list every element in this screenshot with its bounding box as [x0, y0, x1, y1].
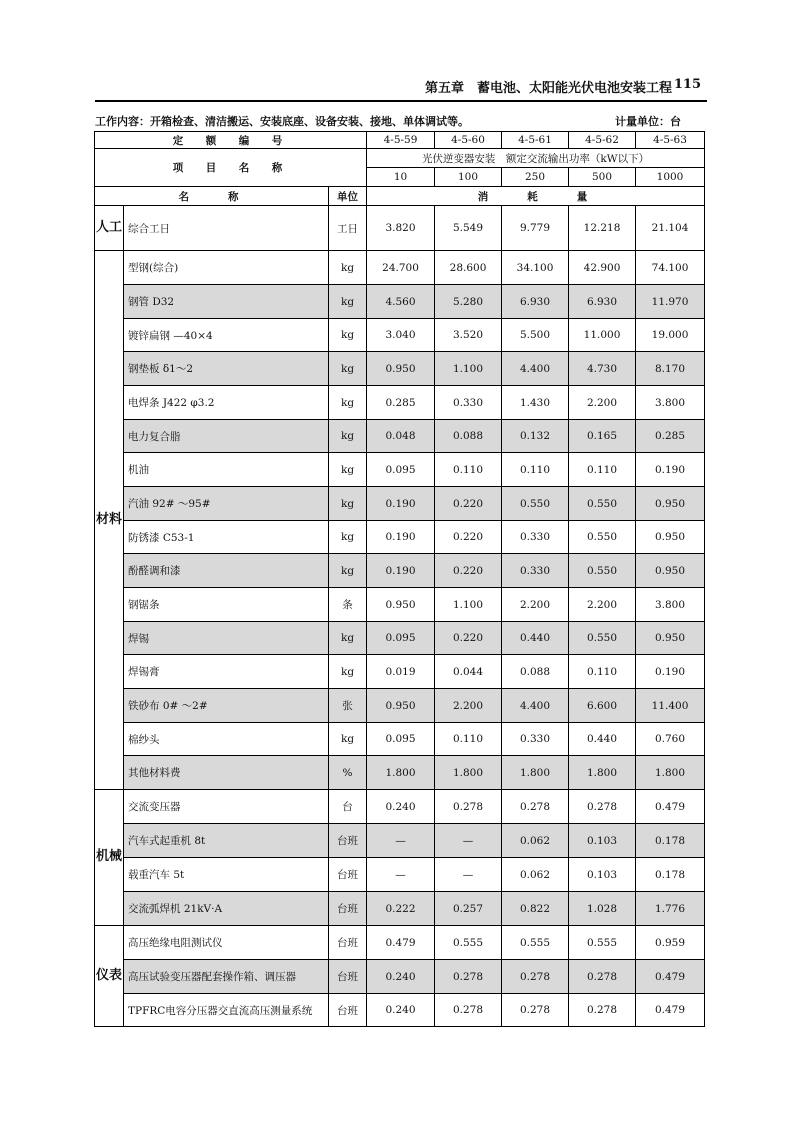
table-row	[95, 285, 705, 319]
item-name: TPFRC电容分压器交直流高压测量系统	[124, 994, 329, 1027]
consumption-value: 1.100	[435, 352, 502, 386]
consumption-value: 0.822	[502, 892, 569, 926]
consumption-value: 0.278	[569, 790, 636, 824]
item-name: 汽油 92# ～95#	[124, 487, 329, 521]
table-row	[95, 588, 705, 622]
consumption-value: 2.200	[502, 588, 569, 622]
consumption-value: 0.950	[636, 487, 705, 521]
table-row	[95, 206, 705, 251]
consumption-value: 0.095	[367, 453, 435, 487]
page-number: 115	[673, 77, 701, 92]
consumption-value: 11.400	[636, 689, 705, 723]
table-row	[95, 453, 705, 487]
consumption-value: 0.555	[435, 926, 502, 960]
consumption-value: 0.110	[569, 453, 636, 487]
item-name-label: 项 目 名 称	[95, 149, 367, 187]
consumption-value: 0.220	[435, 622, 502, 655]
consumption-value: 0.479	[636, 960, 705, 994]
item-unit: kg	[329, 554, 367, 588]
item-unit: 台	[329, 790, 367, 824]
item-unit: 条	[329, 588, 367, 622]
table-row	[95, 824, 705, 858]
consumption-value: 34.100	[502, 251, 569, 285]
consumption-value: 0.278	[435, 994, 502, 1027]
consumption-value: 0.190	[367, 554, 435, 588]
category-label	[95, 206, 124, 251]
consumption-value: 0.044	[435, 655, 502, 689]
consumption-value: 1.800	[636, 756, 705, 790]
item-name: 镀锌扁钢 —40×4	[124, 319, 329, 352]
consumption-value: 0.178	[636, 858, 705, 892]
code-row	[95, 132, 705, 149]
item-name: 防锈漆 C53-1	[124, 521, 329, 554]
consumption-value: 74.100	[636, 251, 705, 285]
category-label	[95, 251, 124, 790]
consumption-value: 0.062	[502, 824, 569, 858]
consumption-value: 0.220	[435, 521, 502, 554]
consumption-value: 0.165	[569, 420, 636, 453]
column-header-row	[95, 187, 705, 206]
consumption-value: 0.110	[502, 453, 569, 487]
consumption-value: 0.019	[367, 655, 435, 689]
consumption-value: 0.959	[636, 926, 705, 960]
consumption-value: 11.970	[636, 285, 705, 319]
consumption-value: 2.200	[569, 588, 636, 622]
item-name: 钢垫板 δ1～2	[124, 352, 329, 386]
capacity-value: 500	[569, 168, 636, 187]
consumption-value: 6.930	[502, 285, 569, 319]
item-name: 型钢(综合)	[124, 251, 329, 285]
item-unit: 台班	[329, 926, 367, 960]
item-name: 综合工日	[124, 206, 329, 251]
consumption-value: 0.950	[367, 352, 435, 386]
item-name: 机油	[124, 453, 329, 487]
unit-header: 单位	[329, 187, 367, 206]
table-row	[95, 858, 705, 892]
consumption-value: 0.950	[367, 588, 435, 622]
category-text: 机械	[95, 849, 122, 865]
consumption-value: 0.285	[367, 386, 435, 420]
consumption-value: 0.330	[435, 386, 502, 420]
capacity-value: 1000	[636, 168, 705, 187]
consumption-value: 0.950	[636, 622, 705, 655]
consumption-value: 3.800	[636, 386, 705, 420]
unit-label: 计量单位：台	[615, 115, 681, 128]
table-row	[95, 352, 705, 386]
item-unit: 台班	[329, 858, 367, 892]
consumption-value: 5.280	[435, 285, 502, 319]
consumption-value: 0.479	[636, 994, 705, 1027]
consumption-value: 0.257	[435, 892, 502, 926]
consumption-value: 0.440	[502, 622, 569, 655]
consumption-value: 0.479	[636, 790, 705, 824]
consumption-value: 9.779	[502, 206, 569, 251]
consumption-value: 0.103	[569, 824, 636, 858]
item-unit: kg	[329, 521, 367, 554]
consumption-value: 1.430	[502, 386, 569, 420]
table-row	[95, 926, 705, 960]
table-row	[95, 487, 705, 521]
consumption-value: 0.278	[502, 960, 569, 994]
item-name: 棉纱头	[124, 723, 329, 756]
item-unit: kg	[329, 420, 367, 453]
quota-code: 4-5-62	[569, 132, 636, 149]
item-name: 汽车式起重机 8t	[124, 824, 329, 858]
consumption-value: 3.040	[367, 319, 435, 352]
consumption-value: 0.110	[435, 453, 502, 487]
consumption-value: 0.550	[569, 622, 636, 655]
consumption-value: —	[367, 824, 435, 858]
item-name: 铁砂布 0# ～2#	[124, 689, 329, 723]
item-name: 电焊条 J422 φ3.2	[124, 386, 329, 420]
item-unit: kg	[329, 622, 367, 655]
consumption-value: 1.800	[367, 756, 435, 790]
item-unit: kg	[329, 319, 367, 352]
item-unit: 台班	[329, 892, 367, 926]
quota-table-body	[95, 132, 705, 1027]
consumption-value: 3.800	[636, 588, 705, 622]
consumption-value: 6.600	[569, 689, 636, 723]
category-text: 仪表	[95, 967, 122, 983]
work-content: 工作内容：开箱检查、清洁搬运、安装底座、设备安装、接地、单体调试等。	[95, 115, 469, 128]
consumption-value: 0.062	[502, 858, 569, 892]
consumption-value: 0.479	[367, 926, 435, 960]
group-title-row	[95, 149, 705, 168]
category-label	[95, 790, 124, 926]
table-row	[95, 251, 705, 285]
consumption-value: 2.200	[435, 689, 502, 723]
consumption-value: 0.555	[569, 926, 636, 960]
consumption-value: 1.800	[502, 756, 569, 790]
table-row	[95, 994, 705, 1027]
item-unit: kg	[329, 386, 367, 420]
item-unit: 台班	[329, 960, 367, 994]
consumption-value: 0.278	[569, 960, 636, 994]
consumption-value: 0.103	[569, 858, 636, 892]
item-unit: 张	[329, 689, 367, 723]
consumption-value: 21.104	[636, 206, 705, 251]
group-title: 光伏逆变器安装 额定交流输出功率（kW以下）	[367, 149, 705, 168]
consumption-value: 0.550	[569, 521, 636, 554]
consumption-value: 1.800	[435, 756, 502, 790]
consumption-value: 2.200	[569, 386, 636, 420]
item-unit: kg	[329, 655, 367, 689]
consumption-value: 4.560	[367, 285, 435, 319]
consumption-value: —	[367, 858, 435, 892]
item-unit: kg	[329, 251, 367, 285]
consumption-value: 42.900	[569, 251, 636, 285]
item-unit: 台班	[329, 824, 367, 858]
name-header: 名 称	[95, 187, 329, 206]
consumption-value: 0.278	[435, 790, 502, 824]
consumption-value: 0.240	[367, 790, 435, 824]
consumption-value: 28.600	[435, 251, 502, 285]
consumption-value: 0.550	[569, 487, 636, 521]
item-unit: kg	[329, 352, 367, 386]
consumption-value: 0.950	[367, 689, 435, 723]
consumption-header: 消 耗 量	[367, 187, 705, 206]
item-unit: 工日	[329, 206, 367, 251]
consumption-value: 0.278	[435, 960, 502, 994]
item-name: 交流变压器	[124, 790, 329, 824]
item-name: 电力复合脂	[124, 420, 329, 453]
item-name: 高压试验变压器配套操作箱、调压器	[124, 960, 329, 994]
item-unit: kg	[329, 453, 367, 487]
quota-code: 4-5-63	[636, 132, 705, 149]
consumption-value: 0.330	[502, 521, 569, 554]
table-row	[95, 689, 705, 723]
consumption-value: 0.088	[502, 655, 569, 689]
consumption-value: 0.440	[569, 723, 636, 756]
table-row	[95, 521, 705, 554]
consumption-value: 1.100	[435, 588, 502, 622]
quota-code: 4-5-60	[435, 132, 502, 149]
table-row	[95, 790, 705, 824]
category-text: 人工	[95, 219, 122, 235]
consumption-value: 5.500	[502, 319, 569, 352]
table-row	[95, 655, 705, 689]
item-unit: kg	[329, 723, 367, 756]
consumption-value: 0.278	[569, 994, 636, 1027]
consumption-value: 0.190	[636, 655, 705, 689]
consumption-value: —	[435, 858, 502, 892]
consumption-value: 0.950	[636, 554, 705, 588]
consumption-value: 0.240	[367, 994, 435, 1027]
consumption-value: 4.730	[569, 352, 636, 386]
consumption-value: 0.110	[435, 723, 502, 756]
quota-table	[94, 131, 705, 1027]
category-label	[95, 926, 124, 1027]
consumption-value: 0.278	[502, 790, 569, 824]
consumption-value: 12.218	[569, 206, 636, 251]
consumption-value: 0.190	[636, 453, 705, 487]
consumption-value: 0.110	[569, 655, 636, 689]
consumption-value: 0.178	[636, 824, 705, 858]
consumption-value: 1.776	[636, 892, 705, 926]
consumption-value: 0.190	[367, 521, 435, 554]
item-unit: kg	[329, 487, 367, 521]
table-row	[95, 386, 705, 420]
consumption-value: 0.555	[502, 926, 569, 960]
consumption-value: 3.820	[367, 206, 435, 251]
consumption-value: 3.520	[435, 319, 502, 352]
consumption-value: 24.700	[367, 251, 435, 285]
consumption-value: 0.048	[367, 420, 435, 453]
consumption-value: 0.220	[435, 554, 502, 588]
quota-code: 4-5-61	[502, 132, 569, 149]
table-row	[95, 892, 705, 926]
consumption-value: 4.400	[502, 352, 569, 386]
item-name: 其他材料费	[124, 756, 329, 790]
consumption-value: 1.028	[569, 892, 636, 926]
consumption-value: 0.330	[502, 723, 569, 756]
consumption-value: 11.000	[569, 319, 636, 352]
consumption-value: 0.760	[636, 723, 705, 756]
category-text: 材料	[95, 511, 122, 527]
consumption-value: —	[435, 824, 502, 858]
consumption-value: 4.400	[502, 689, 569, 723]
consumption-value: 0.132	[502, 420, 569, 453]
item-name: 交流弧焊机 21kV·A	[124, 892, 329, 926]
table-row	[95, 554, 705, 588]
item-name: 焊锡膏	[124, 655, 329, 689]
table-row	[95, 960, 705, 994]
consumption-value: 0.285	[636, 420, 705, 453]
consumption-value: 0.190	[367, 487, 435, 521]
consumption-value: 6.930	[569, 285, 636, 319]
consumption-value: 0.950	[636, 521, 705, 554]
item-name: 载重汽车 5t	[124, 858, 329, 892]
consumption-value: 8.170	[636, 352, 705, 386]
item-name: 焊锡	[124, 622, 329, 655]
consumption-value: 0.550	[569, 554, 636, 588]
consumption-value: 0.095	[367, 622, 435, 655]
consumption-value: 19.000	[636, 319, 705, 352]
page-header	[95, 72, 707, 102]
consumption-value: 0.550	[502, 487, 569, 521]
consumption-value: 0.095	[367, 723, 435, 756]
table-row	[95, 723, 705, 756]
consumption-value: 0.222	[367, 892, 435, 926]
consumption-value: 0.088	[435, 420, 502, 453]
item-unit: %	[329, 756, 367, 790]
capacity-value: 100	[435, 168, 502, 187]
table-row	[95, 420, 705, 453]
consumption-value: 5.549	[435, 206, 502, 251]
table-row	[95, 756, 705, 790]
capacity-value: 10	[367, 168, 435, 187]
chapter-title: 第五章 蓄电池、太阳能光伏电池安装工程	[425, 81, 673, 96]
item-name: 钢锯条	[124, 588, 329, 622]
item-unit: 台班	[329, 994, 367, 1027]
item-unit: kg	[329, 285, 367, 319]
consumption-value: 0.220	[435, 487, 502, 521]
quota-label: 定 额 编 号	[95, 132, 367, 149]
item-name: 钢管 D32	[124, 285, 329, 319]
quota-code: 4-5-59	[367, 132, 435, 149]
item-name: 高压绝缘电阻测试仪	[124, 926, 329, 960]
table-row	[95, 319, 705, 352]
consumption-value: 1.800	[569, 756, 636, 790]
table-row	[95, 622, 705, 655]
consumption-value: 0.330	[502, 554, 569, 588]
consumption-value: 0.240	[367, 960, 435, 994]
item-name: 酚醛调和漆	[124, 554, 329, 588]
capacity-value: 250	[502, 168, 569, 187]
consumption-value: 0.278	[502, 994, 569, 1027]
